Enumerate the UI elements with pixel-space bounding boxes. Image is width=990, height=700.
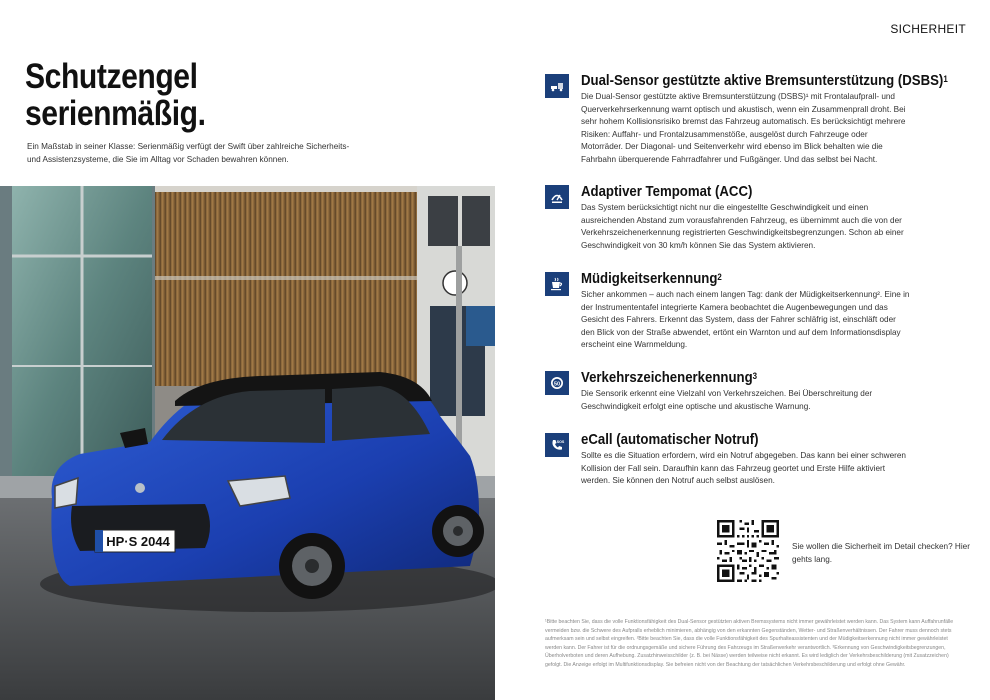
feature-title: Verkehrszeichenerkennung$^3$ bbox=[581, 369, 758, 386]
car-photo bbox=[0, 186, 495, 700]
svg-text:50: 50 bbox=[553, 381, 561, 388]
qr-caption: Sie wollen die Sicherheit im Detail checken? Hier gehts lang. bbox=[792, 542, 970, 564]
svg-text:SOS: SOS bbox=[556, 440, 565, 444]
feature-text: Die Sensorik erkennt eine Vielzahl von Verkehrszeichen. Bei Überschreitung der Geschwindigkeit erfolgt eine optische und akustische Warnung. bbox=[581, 389, 873, 411]
feature-text: Die Dual-Sensor gestützte aktive Bremsunterstützung (DSBS)¹ mit Frontalaufprall- und Querverkehrserkennung warnt optisch und akustisch, wenn ein Zusammenprall droht. Bei sehr hohem Kollisionsrisiko bremst das Fahrzeug automatisch. Es berücksichtigt mehrere Risiken: Auffahr- und Frontalzusammenstöße, ausgelöst durch Fahrzeuge oder Motorräder. Der Diagonal- und Seitenverkehr wird ebenso im Blick behalten wie die Fahrbahn überquerende Fahrradfahrer und Fußgänger. Und das selbst bei Nacht. bbox=[581, 92, 906, 164]
feature-text: Das System berücksichtigt nicht nur die eingestellte Geschwindigkeit und einen ausreichenden Abstand zum vorausfahrenden Fahrzeug, es übernimmt auch die von der Verkehrszeichenerkennung registrierten Geschwindigkeitsbegrenzungen. Schon ab einer Geschwindigkeit von 30 km/h können Sie das System aktivieren. bbox=[581, 203, 904, 250]
feature-title: Müdigkeitserkennung$^2$ bbox=[581, 270, 722, 287]
footnote-text: ¹Bitte beachten Sie, dass die volle Funktionsfähigkeit des Dual-Sensor gestützten aktiven Bremssystems nicht immer gewährleistet werden kann. Das System kann Auffahrunfälle vermeiden bzw. die Schwere des Aufpralls erheblich minimieren, abhängig von den erkannten Gegenständen, Wetter- und Straßenverhältnissen. Der Fahrer muss dennoch stets aufmerksam sein und selbst eingreifen. ²Bitte beachten Sie, dass die volle Funktionsfähigkeit des Spurhalteassistenten und der Müdigkeitserkennung nicht immer gewährleistet werden kann. Der Fahrer ist für die ordnungsgemäße und sichere Führung des Fahrzeugs im Straßenverkehr verantwortlich. ³Erkennung von Geschwindigkeitsbegrenzungen, Überholverboten und deren Aufhebung. Zusatzhinweisschilder (z. B. bei Nässe) werden teilweise nicht erkannt. Es wird lediglich der Verkehrsbeschilderung (mit Zusatzzeichen) gefolgt. Die Anzeige erfolgt im Multifunktionsdisplay. Sie befreien nicht von der Beachtung der tatsächlichen Verkehrsbeschilderung und erfolgt ohne Gewähr. bbox=[545, 619, 954, 668]
license-plate: HP·S 2044 bbox=[106, 534, 170, 549]
intro-text: Ein Maßstab in seiner Klasse: Serienmäßig verfügt der Swift über zahlreiche Sicherheits- und Assistenzsysteme, die Sie im Alltag vor Schaden bewahren können. bbox=[27, 142, 350, 164]
cruise-control-icon bbox=[545, 185, 569, 209]
page-title-line-1: Schutzengel bbox=[25, 57, 198, 96]
page-title-line-2: serienmäßig. bbox=[25, 94, 206, 133]
sos-phone-icon bbox=[545, 433, 569, 457]
collision-warning-icon bbox=[545, 74, 569, 98]
feature-title: Dual-Sensor gestützte aktive Bremsunterstützung (DSBS)$^1$ bbox=[581, 72, 948, 89]
feature-title: eCall (automatischer Notruf) bbox=[581, 431, 759, 448]
page-title bbox=[25, 58, 206, 132]
feature-title: Adaptiver Tempomat (ACC) bbox=[581, 183, 753, 200]
traffic-sign-icon bbox=[545, 371, 569, 395]
feature-text: Sollte es die Situation erfordern, wird ein Notruf abgegeben. Das kann bei einer schweren Kollision der Fall sein. Daraufhin kann das Fahrzeug geortet und Erste Hilfe aktiviert werden. Sie können den Notruf auch selbst auslösen. bbox=[581, 451, 906, 486]
section-label: SICHERHEIT bbox=[890, 22, 966, 36]
coffee-cup-icon bbox=[545, 272, 569, 296]
qr-code[interactable] bbox=[717, 520, 779, 582]
feature-text: Sicher ankommen – auch nach einem langen Tag: dank der Müdigkeitserkennung². Eine in der Instrumententafel integrierte Kamera beobachtet die Augenbewegungen und das Gesicht des Fahrers. Erkennt das System, dass der Fahrer schläfrig ist, einschläft oder den Blick von der Straße abwendet, ertönt ein Warnton und auf dem Informationsdisplay erscheint eine Warnmeldung. bbox=[581, 290, 910, 350]
